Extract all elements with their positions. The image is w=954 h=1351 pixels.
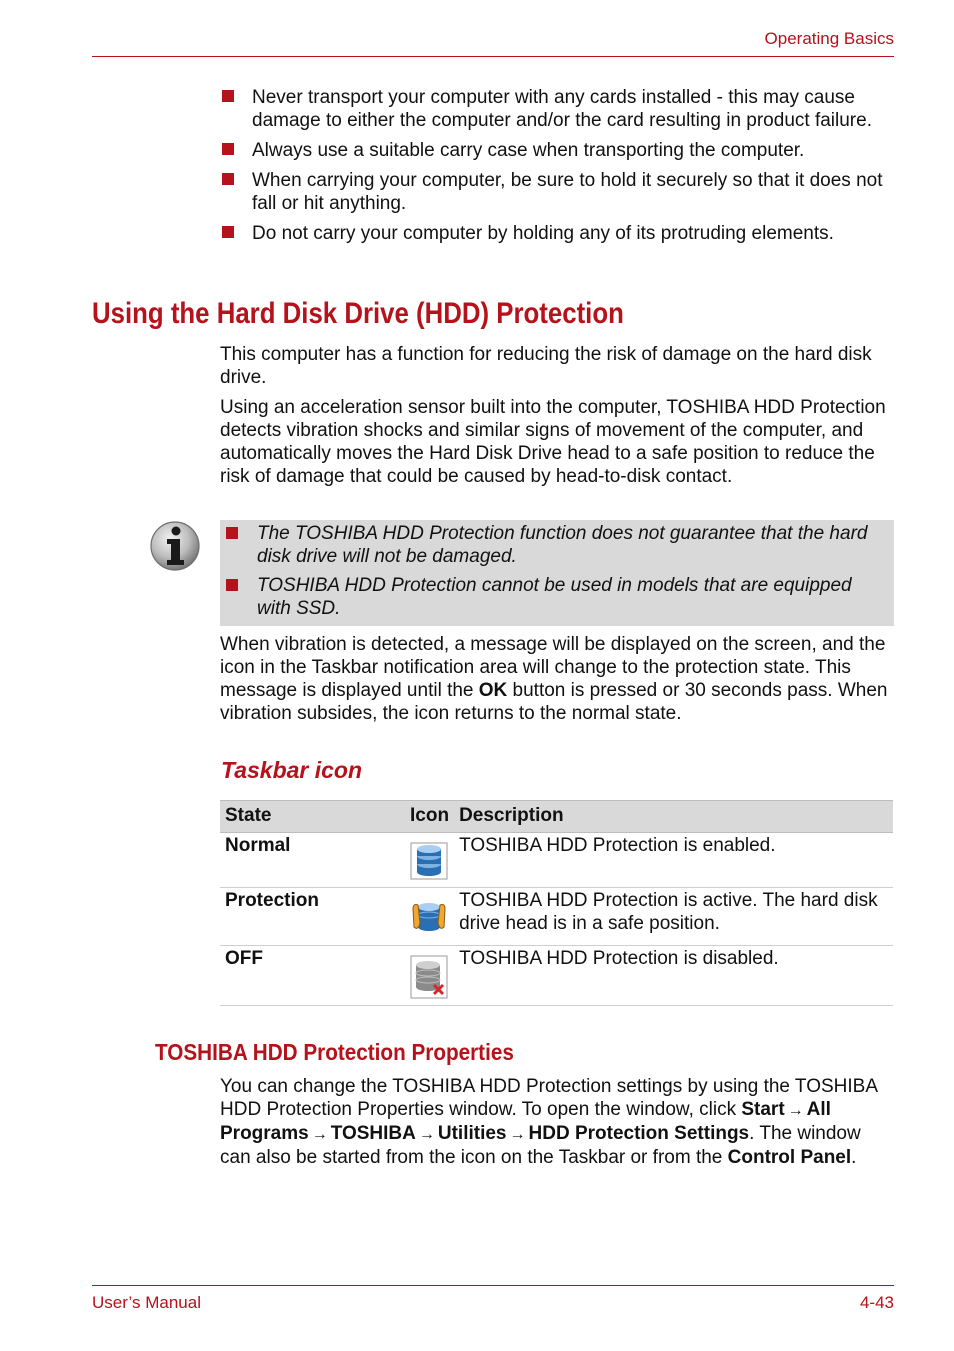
ok-button-label: OK xyxy=(478,680,508,701)
bullet-square-icon xyxy=(226,579,238,591)
table-row xyxy=(220,946,893,1006)
hdd-protection-icon xyxy=(410,897,448,937)
running-header: Operating Basics xyxy=(764,29,894,48)
control-panel-label: Control Panel xyxy=(727,1147,852,1168)
taskbar-icon-heading: Taskbar icon xyxy=(221,757,363,783)
page-number: 4-43 xyxy=(859,1293,894,1312)
properties-heading: TOSHIBA HDD Protection Properties xyxy=(155,1039,514,1065)
bullet-square-icon xyxy=(222,90,234,102)
header-rule xyxy=(92,56,894,57)
note-item: TOSHIBA HDD Protection cannot be used in models that are equipped with SSD. xyxy=(224,574,889,620)
properties-text: You can change the TOSHIBA HDD Protection settings by using the TOSHIBA HDD Protection Properties window. To open the window, click Start → All Programs → TOSHIBA → Utilities → HDD Protection Settings. The window can also be started from the icon on the Taskbar or from the Control Panel. xyxy=(220,1076,877,1168)
menu-path-all-programs: All Programs xyxy=(220,1099,831,1144)
vibration-text: When vibration is detected, a message will be displayed on the screen, and the icon in the Taskbar notification area will change to the protection state. This message is displayed until the OK button is pressed or 30 seconds pass. When vibration subsides, the icon returns to the normal state. xyxy=(220,634,888,724)
bullet-square-icon xyxy=(226,527,238,539)
bullet-item: Never transport your computer with any cards installed - this may cause damage to either the computer and/or the card resulting in product failure. xyxy=(220,86,895,132)
arrow-right-icon: → xyxy=(509,1126,526,1143)
taskbar-icon-table xyxy=(220,800,893,1006)
note-box xyxy=(220,520,894,626)
description-cell: TOSHIBA HDD Protection is enabled. xyxy=(453,833,893,888)
intro-paragraph: This computer has a function for reducing the risk of damage on the hard disk drive. xyxy=(220,344,872,388)
footer-manual-title: User’s Manual xyxy=(92,1293,201,1312)
arrow-right-icon: → xyxy=(418,1126,435,1143)
header-icon: Icon xyxy=(405,801,453,833)
bullet-square-icon xyxy=(222,143,234,155)
menu-path-start: Start xyxy=(741,1099,785,1120)
bullet-item: Always use a suitable carry case when transporting the computer. xyxy=(220,139,895,162)
note-item: The TOSHIBA HDD Protection function does not guarantee that the hard disk drive will not be damaged. xyxy=(224,522,889,568)
bullet-item: When carrying your computer, be sure to hold it securely so that it does not fall or hit anything. xyxy=(220,169,895,215)
hdd-normal-icon xyxy=(410,842,448,880)
header-state: State xyxy=(220,801,405,833)
table-header-row xyxy=(220,801,893,833)
menu-path-utilities: Utilities xyxy=(437,1123,507,1144)
description-cell: TOSHIBA HDD Protection is disabled. xyxy=(453,946,893,1006)
arrow-right-icon: → xyxy=(787,1102,804,1119)
info-icon xyxy=(150,520,200,572)
bullet-item: Do not carry your computer by holding any of its protruding elements. xyxy=(220,222,895,245)
state-cell: Protection xyxy=(220,888,405,946)
bullet-square-icon xyxy=(222,173,234,185)
section-title: Using the Hard Disk Drive (HDD) Protection xyxy=(92,297,624,330)
table-row xyxy=(220,888,893,946)
table-row xyxy=(220,833,893,888)
footer-rule xyxy=(92,1285,894,1286)
transport-bullet-list xyxy=(220,86,895,252)
arrow-right-icon: → xyxy=(311,1126,328,1143)
state-cell: OFF xyxy=(220,946,405,1006)
hdd-off-icon xyxy=(410,955,448,999)
state-cell: Normal xyxy=(220,833,405,888)
menu-path-hdd-settings: HDD Protection Settings xyxy=(528,1123,750,1144)
header-description: Description xyxy=(453,801,893,833)
bullet-square-icon xyxy=(222,226,234,238)
intro-text xyxy=(220,343,895,495)
menu-path-toshiba: TOSHIBA xyxy=(330,1123,416,1144)
intro-paragraph: Using an acceleration sensor built into the computer, TOSHIBA HDD Protection detects vibration shocks and similar signs of movement of the computer, and automatically moves the Hard Disk Drive head to a safe position to reduce the risk of damage that could be caused by head-to-disk contact. xyxy=(220,397,886,487)
description-cell: TOSHIBA HDD Protection is active. The hard disk drive head is in a safe position. xyxy=(453,888,893,946)
